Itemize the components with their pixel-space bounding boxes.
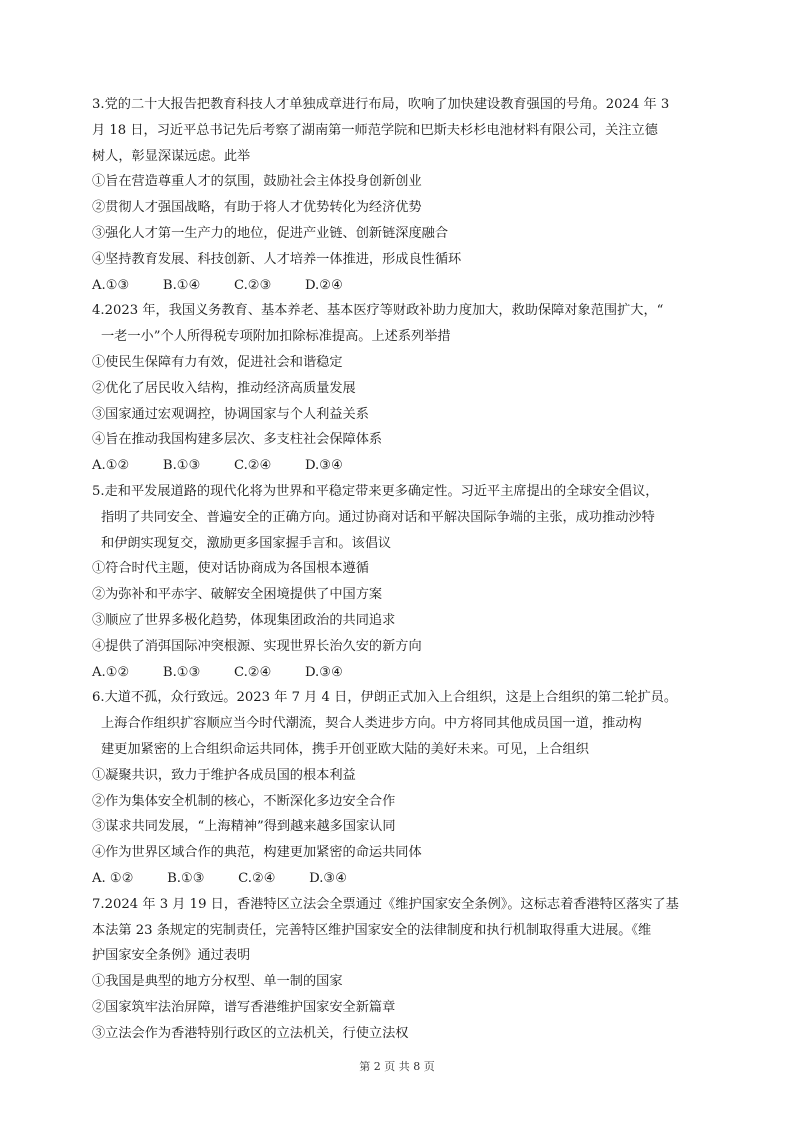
question-6: [92, 685, 708, 891]
question-stem-line: 一老一小”个人所得税专项附加扣除标准提高。上述系列举措: [101, 329, 451, 345]
question-list: [92, 92, 708, 1046]
option-2: ②优化了居民收入结构，推动经济高质量发展: [92, 380, 356, 396]
option-2: ②贯彻人才强国战略，有助于将人才优势转化为经济优势: [92, 200, 422, 216]
option-4: ④坚持教育发展、科技创新、人才培养一体推进，形成良性循环: [92, 251, 462, 267]
option-1: ①符合时代主题，使对话协商成为各国根本遵循: [92, 561, 369, 577]
question-stem-line: 护国家安全条例》通过表明: [92, 948, 251, 964]
option-4: ④提供了消弭国际冲突根源、实现世界长治久安的新方向: [92, 638, 422, 654]
option-1: ①使民生保障有力有效，促进社会和谐稳定: [92, 354, 343, 370]
answer-choices: A.①③ B.①④ C.②③ D.②④: [92, 277, 343, 293]
answer-choices: A.①② B.①③ C.②④ D.③④: [92, 458, 343, 474]
question-stem-line: 树人，彰显深谋远虑。此举: [92, 148, 251, 164]
question-stem-line: 指明了共同安全、普遍安全的正确方向。通过协商对话和平解决国际争端的主张，成功推动沙特: [101, 509, 655, 525]
question-5: [92, 479, 708, 685]
option-3: ③顺应了世界多极化趋势，体现集团政治的共同追求: [92, 612, 396, 628]
answer-choices: A.①② B.①③ C.②④ D.③④: [92, 664, 343, 680]
option-1: ①旨在营造尊重人才的氛围，鼓励社会主体投身创新创业: [92, 174, 422, 190]
question-stem-line: 4.2023 年，我国义务教育、基本养老、基本医疗等财政补助力度加大，救助保障对象范围扩大，“: [92, 303, 664, 319]
option-3: ③国家通过宏观调控，协调国家与个人利益关系: [92, 406, 369, 422]
question-stem-line: 6.大道不孤，众行致远。2023 年 7 月 4 日，伊朗正式加入上合组织，这是上合组织的第二轮扩员。: [92, 690, 678, 706]
question-stem-line: 本法第 23 条规定的宪制责任，完善特区维护国家安全的法律制度和执行机制取得重大进展。《维: [92, 922, 652, 938]
question-3: [92, 92, 708, 298]
question-stem-line: 和伊朗实现复交，激励更多国家握手言和。该倡议: [101, 535, 392, 551]
question-stem-line: 5.走和平发展道路的现代化将为世界和平稳定带来更多确定性。习近平主席提出的全球安全倡议，: [92, 483, 659, 499]
option-3: ③强化人才第一生产力的地位，促进产业链、创新链深度融合: [92, 225, 449, 241]
option-4: ④旨在推动我国构建多层次、多支柱社会保障体系: [92, 432, 383, 448]
option-3: ③谋求共同发展，“上海精神”得到越来越多国家认同: [92, 819, 396, 835]
question-stem-line: 3.党的二十大报告把教育科技人才单独成章进行布局，吹响了加快建设教育强国的号角。2024 年 3: [92, 97, 670, 112]
page-number-footer: 第 2 页 共 8 页: [359, 1060, 435, 1073]
question-4: [92, 298, 708, 479]
question-7: [92, 892, 708, 1047]
question-stem-line: 月 18 日，习近平总书记先后考察了湖南第一师范学院和巴斯夫杉杉电池材料有限公司，关注立德: [92, 122, 658, 138]
question-stem-line: 建更加紧密的上合组织命运共同体，携手开创亚欧大陆的美好未来。可见，上合组织: [101, 741, 589, 757]
option-1: ①我国是典型的地方分权型、单一制的国家: [92, 974, 343, 990]
option-2: ②作为集体安全机制的核心，不断深化多边安全合作: [92, 793, 396, 809]
option-2: ②国家筑牢法治屏障，谱写香港维护国家安全新篇章: [92, 999, 396, 1015]
question-stem-line: 7.2024 年 3 月 19 日，香港特区立法会全票通过《维护国家安全条例》。这标志着香港特区落实了基: [92, 896, 679, 912]
answer-choices: A. ①② B.①③ C.②④ D.③④: [92, 870, 348, 886]
question-stem-line: 上海合作组织扩容顺应当今时代潮流，契合人类进步方向。中方将同其他成员国一道，推动构: [101, 716, 642, 732]
option-4: ④作为世界区域合作的典范，构建更加紧密的命运共同体: [92, 845, 422, 861]
option-1: ①凝聚共识，致力于维护各成员国的根本利益: [92, 767, 356, 783]
option-2: ②为弥补和平赤字、破解安全困境提供了中国方案: [92, 587, 383, 603]
option-3: ③立法会作为香港特别行政区的立法机关，行使立法权: [92, 1025, 409, 1041]
